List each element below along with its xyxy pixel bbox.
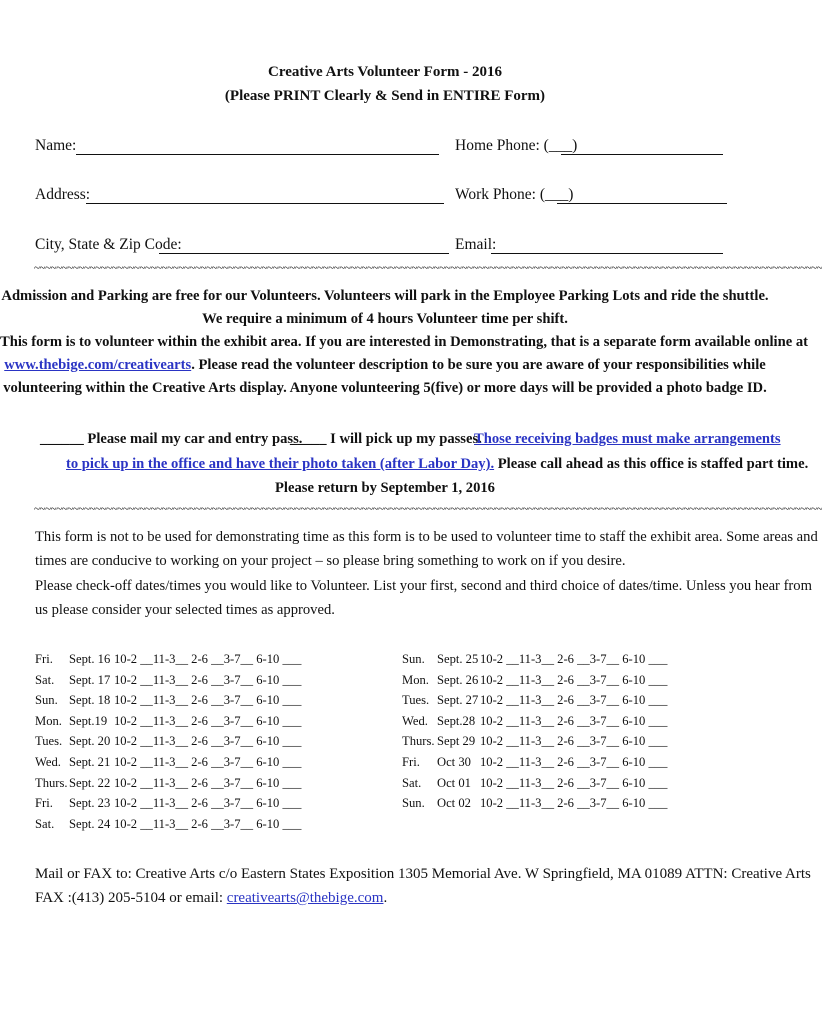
work-phone-label: Work Phone: (___) [455, 186, 574, 203]
schedule-day: Sat. [402, 775, 422, 790]
schedule-day: Sun. [402, 652, 425, 666]
creativearts-website-link[interactable]: www.thebige.com/creativearts [4, 357, 192, 373]
schedule-time-slots[interactable]: 10-2 __11-3__ 2-6 __3-7__ 6-10 ___ [480, 713, 668, 728]
email-field[interactable] [491, 253, 723, 254]
name-field[interactable] [76, 154, 439, 155]
description-note-rest: . Please read the volunteer description to be sure you are aware of your responsibilities while [191, 357, 766, 373]
pickup-pass-label: _____ I will pick up my passes. [290, 431, 482, 447]
work-phone-field[interactable] [557, 203, 727, 204]
schedule-date: Sept.19 [69, 713, 108, 728]
instructions-line-3: Please check-off dates/times you would like to Volunteer. List your first, second and third choice of dates/time. Unless you hear from [35, 578, 812, 594]
schedule-day: Sun. [402, 796, 425, 811]
schedule-date: Sept. 18 [69, 693, 111, 708]
schedule-day: Fri. [35, 652, 53, 666]
instructions-line-1: This form is not to be used for demonstrating time as this form is to be used to volunteer time to staff the exhibit area. Some areas and [35, 529, 818, 545]
instructions-line-4: us please consider your selected times as approved. [35, 602, 335, 618]
city-state-zip-label: City, State & Zip Code: [35, 236, 182, 253]
tilde-divider-top: ~~~~~~~~~~~~~~~~~~~~~~~~~~~~~~~~~~~~~~~~~~~~~~~~~~~~~~~~~~~~~~~~~~~~~~~~~~~~~~~~~~~~~~~~~~~~~~~~~~~~~~~~~~~~~~~~~~~~~~~~~~~~~~~~~~~~~~~~~~~~~~ [34, 262, 822, 274]
schedule-day: Mon. [35, 713, 62, 728]
schedule-day: Sat. [35, 816, 55, 831]
schedule-date: Oct 30 [437, 755, 471, 769]
mail-fax-address: Mail or FAX to: Creative Arts c/o Eastern States Exposition 1305 Memorial Ave. W Springfield, MA 01089 ATTN: Creative Arts [35, 866, 811, 882]
schedule-time-slots[interactable]: 10-2 __11-3__ 2-6 __3-7__ 6-10 ___ [114, 734, 302, 749]
badge-office-link[interactable]: to pick up in the office and have their photo taken (after Labor Day). [66, 456, 495, 472]
schedule-date: Sept. 16 [69, 652, 111, 666]
city-state-zip-field[interactable] [159, 253, 449, 254]
schedule-day: Thurs. [402, 734, 435, 749]
home-phone-field[interactable] [561, 154, 723, 155]
schedule-date: Sept. 20 [69, 734, 111, 749]
schedule-time-slots[interactable]: 10-2 __11-3__ 2-6 __3-7__ 6-10 ___ [480, 734, 668, 749]
schedule-time-slots[interactable]: 10-2 __11-3__ 2-6 __3-7__ 6-10 ___ [480, 796, 668, 811]
name-label: Name: [35, 137, 77, 154]
schedule-date: Sept. 22 [69, 775, 111, 790]
instructions-line-2: times are conducive to working on your project – so please bring something to work on if you desire. [35, 553, 626, 569]
schedule-day: Wed. [35, 755, 61, 769]
badge-arrangements-link[interactable]: Those receiving badges must make arrangements [474, 431, 781, 447]
photo-badge-note: volunteering within the Creative Arts display. Anyone volunteering 5(five) or more days will be provided a photo badge ID. [3, 380, 767, 396]
schedule-time-slots[interactable]: 10-2 __11-3__ 2-6 __3-7__ 6-10 ___ [480, 775, 668, 790]
call-ahead-note: Please call ahead as this office is staffed part time. [497, 456, 809, 472]
description-note [0, 357, 770, 374]
email-link[interactable]: creativearts@thebige.com [226, 890, 384, 906]
badge-office-line [66, 456, 808, 473]
schedule-day: Sat. [35, 672, 55, 687]
schedule-day: Thurs. [35, 775, 68, 790]
schedule-date: Sept 29 [437, 734, 476, 749]
schedule-day: Fri. [402, 755, 420, 769]
schedule-day: Tues. [35, 734, 63, 749]
fax-number: FAX :(413) 205-5104 or email: [35, 890, 227, 906]
schedule-date: Oct 02 [437, 796, 471, 811]
schedule-time-slots[interactable]: 10-2 __11-3__ 2-6 __3-7__ 6-10 ___ [114, 775, 302, 790]
schedule-time-slots[interactable]: 10-2 __11-3__ 2-6 __3-7__ 6-10 ___ [114, 816, 302, 831]
schedule-day: Tues. [402, 693, 430, 708]
schedule-time-slots[interactable]: 10-2 __11-3__ 2-6 __3-7__ 6-10 ___ [480, 755, 668, 769]
tilde-divider-bottom: ~~~~~~~~~~~~~~~~~~~~~~~~~~~~~~~~~~~~~~~~~~~~~~~~~~~~~~~~~~~~~~~~~~~~~~~~~~~~~~~~~~~~~~~~~~~~~~~~~~~~~~~~~~~~~~~~~~~~~~~~~~~~~~~~~~~~~~~~~~~~~~ [34, 503, 822, 515]
mail-pass-label: ______ Please mail my car and entry pass. [40, 431, 303, 447]
schedule-time-slots[interactable]: 10-2 __11-3__ 2-6 __3-7__ 6-10 ___ [480, 652, 668, 666]
schedule-date: Sept. 21 [69, 755, 111, 769]
form-subtitle: (Please PRINT Clearly & Send in ENTIRE Form) [224, 88, 546, 104]
return-by-note: Please return by September 1, 2016 [275, 480, 495, 496]
schedule-time-slots[interactable]: 10-2 __11-3__ 2-6 __3-7__ 6-10 ___ [480, 693, 668, 708]
home-phone-label: Home Phone: (___) [455, 137, 578, 154]
fax-email-line [35, 890, 387, 907]
mail-pass-option[interactable] [40, 431, 302, 448]
schedule-time-slots[interactable]: 10-2 __11-3__ 2-6 __3-7__ 6-10 ___ [480, 672, 668, 687]
address-field[interactable] [86, 203, 444, 204]
schedule-day: Sun. [35, 693, 58, 708]
schedule-date: Sept. 23 [69, 796, 111, 811]
schedule-date: Sept. 25 [437, 652, 479, 666]
schedule-time-slots[interactable]: 10-2 __11-3__ 2-6 __3-7__ 6-10 ___ [114, 693, 302, 708]
fax-email-suffix: . [383, 890, 388, 906]
schedule-day: Fri. [35, 796, 53, 811]
email-label: Email: [455, 236, 497, 253]
form-title: Creative Arts Volunteer Form - 2016 [268, 64, 502, 80]
schedule-time-slots[interactable]: 10-2 __11-3__ 2-6 __3-7__ 6-10 ___ [114, 652, 302, 666]
schedule-date: Sept. 26 [437, 672, 479, 687]
schedule-date: Sept. 27 [437, 693, 479, 708]
minimum-hours-note: We require a minimum of 4 hours Volunteer time per shift. [202, 311, 568, 327]
schedule-time-slots[interactable]: 10-2 __11-3__ 2-6 __3-7__ 6-10 ___ [114, 796, 302, 811]
pickup-pass-option[interactable] [290, 431, 482, 448]
schedule-time-slots[interactable]: 10-2 __11-3__ 2-6 __3-7__ 6-10 ___ [114, 713, 302, 728]
schedule-day: Mon. [402, 672, 429, 687]
schedule-time-slots[interactable]: 10-2 __11-3__ 2-6 __3-7__ 6-10 ___ [114, 672, 302, 687]
admission-parking-note: Admission and Parking are free for our Volunteers. Volunteers will park in the Employee Parking Lots and ride the shuttle. [1, 288, 769, 304]
schedule-date: Sept. 17 [69, 672, 111, 687]
schedule-time-slots[interactable]: 10-2 __11-3__ 2-6 __3-7__ 6-10 ___ [114, 755, 302, 769]
schedule-date: Sept.28 [437, 713, 476, 728]
schedule-day: Wed. [402, 713, 428, 728]
address-label: Address: [35, 186, 91, 203]
exhibit-area-note: This form is to volunteer within the exhibit area. If you are interested in Demonstrating, that is a separate form available online at [0, 334, 809, 350]
schedule-date: Sept. 24 [69, 816, 111, 831]
schedule-date: Oct 01 [437, 775, 471, 790]
